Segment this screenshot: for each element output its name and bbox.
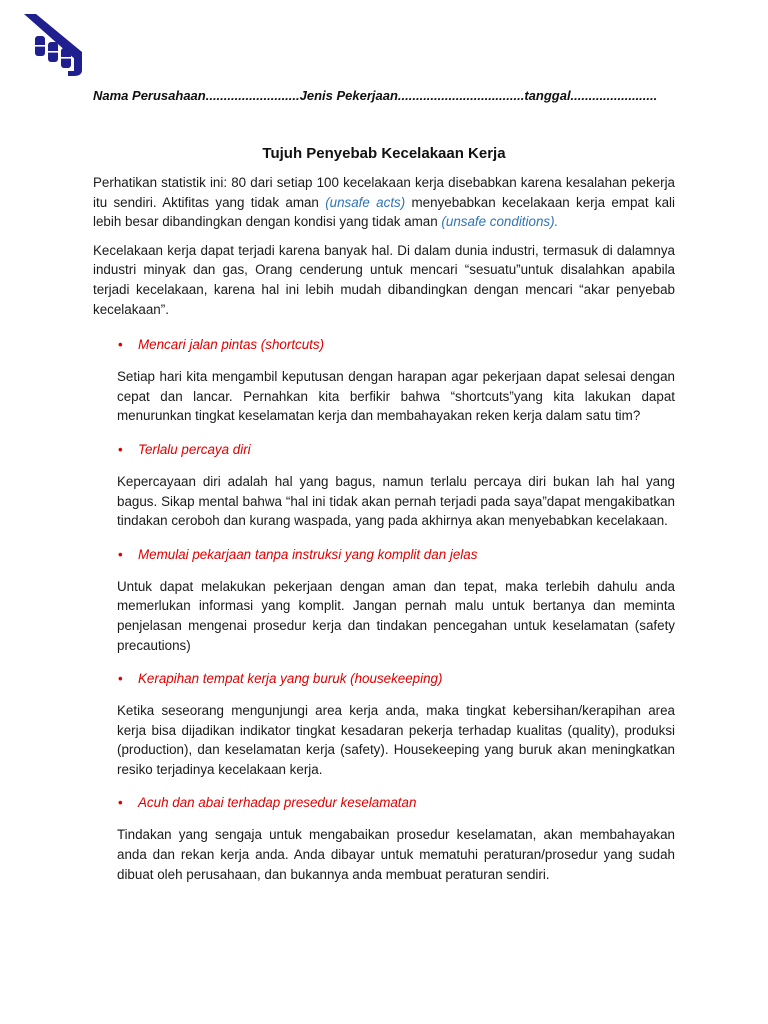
page-title: Tujuh Penyebab Kecelakaan Kerja [262,145,506,162]
cause-heading-5: • Acuh dan abai terhadap presedur keselamatan [118,795,417,811]
bullet-icon: • [118,337,123,353]
bullet-icon: • [118,546,123,562]
intro-paragraph-2: Kecelakaan kerja dapat terjadi karena banyak hal. Di dalam dunia industri, termasuk di dalamnya industri minyak dan gas, Orang cenderung untuk mencari “sesuatu”untuk disalahkan apabila terjadi kecelakaan, karena hal ini lebih mudah dibandingkan dengan mencari “akar penyebab kecelakaan”. [93,242,675,317]
cause-heading-4: • Kerapihan tempat kerja yang buruk (housekeeping) [118,671,443,687]
cause-body-1: Setiap hari kita mengambil keputusan dengan harapan agar pekerjaan dapat selesai dengan cepat dan lancar. Pernahkan kita berfikir bahwa “shortcuts”yang kita lakukan dapat menurunkan tingkat keselamatan kerja dan membahayakan reken kerja dalam satu tim? [117,369,675,424]
cause-body-4: Ketika seseorang mengunjungi area kerja anda, maka tingkat kebersihan/kerapihan area kerja bisa dijadikan indikator tingkat kesadaran pekerja terhadap kualitas (quality), produksi (production), dan keselamatan kerja (safety). Housekeeping yang buruk akan meningkatkan resiko terjadinya kecelakaan kerja. [117,703,675,777]
unsafe-acts-term: (unsafe acts) [325,194,406,210]
cause-body-5: Tindakan yang sengaja untuk mengabaikan prosedur keselamatan, akan membahayakan anda dan rekan kerja anda. Anda dibayar untuk mematuhi peraturan/prosedur yang sudah dibuat oleh perusahaan, dan bukannya anda membuat peraturan sendiri. [117,827,675,882]
bullet-icon: • [118,441,123,457]
cause-heading-3: • Memulai pekarjaan tanpa instruksi yang komplit dan jelas [118,546,478,562]
intro-paragraph-1: Perhatikan statistik ini: 80 dari setiap 100 kecelakaan kerja disebabkan karena kesalahan pekerja itu sendiri. Aktifitas yang tidak aman (unsafe acts) menyebabkan kecelakaan kerja empat kali lebih besar dibandingkan dengan kondisi yang tidak aman (unsafe conditions). [93,175,676,230]
bullet-icon: • [118,795,123,811]
cause-heading-2: • Terlalu percaya diri [118,441,251,457]
document-body [93,173,675,898]
cause-body-2: Kepercayaan diri adalah hal yang bagus, namun terlalu percaya diri bukan lah hal yang bagus. Sikap mental bahwa “hal ini tidak akan pernah terjadi pada saya”dapat mengakibatkan tindakan ceroboh dan kurang waspada, yang pada akhirnya akan menyebabkan kecelakaan. [117,473,675,529]
cause-heading-1: • Mencari jalan pintas (shortcuts) [118,337,325,353]
unsafe-conditions-term: (unsafe conditions). [441,214,559,230]
company-logo [24,14,84,76]
bullet-icon: • [118,671,123,687]
cause-body-3: Untuk dapat melakukan pekerjaan dengan aman dan tepat, maka terlebih dahulu anda memerlukan informasi yang komplit. Jangan pernah malu untuk bertanya dan meminta penjelasan mengenai prosedur kerja dan tindakan pencegahan untuk keselamatan (safety precautions) [117,578,675,653]
form-header-line: Nama Perusahaan..........................Jenis Pekerjaan...................................tanggal........................ [93,88,658,103]
